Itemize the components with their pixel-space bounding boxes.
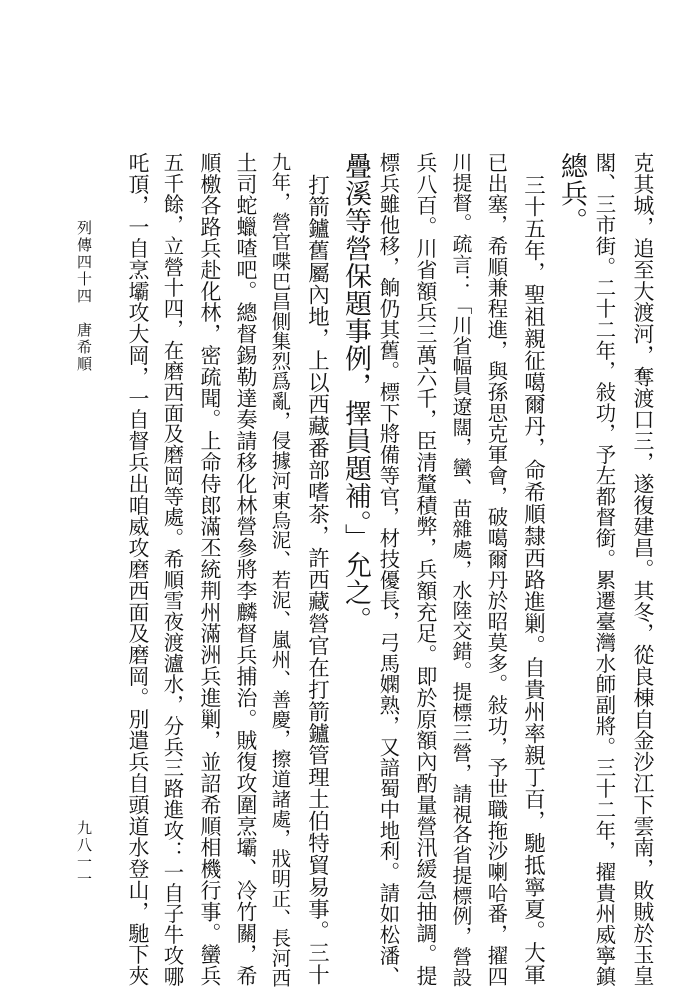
page-number: 九八一一 <box>75 820 93 888</box>
text-column: 疊溪等營保題事例，擇員題補。」允之。 <box>340 152 371 634</box>
text-column: 打箭鑪舊屬內地，上以西藏番部嗜茶，許西藏營官在打箭鑪管理土伯特貿易事。三十 <box>304 152 330 986</box>
text-column: 土司蛇蠟喳吧。總督錫勒達奏請移化林營參將李麟督兵捕治。賊復攻圍烹壩、冷竹關，希 <box>232 152 257 987</box>
text-column: 閣、三市街。二十二年，敍功，予左都督銜。累遷臺灣水師副將。三十二年，擢貴州威寧鎮 <box>592 152 617 987</box>
running-title: 列傳四十四 唐希順 <box>75 220 93 373</box>
text-column: 五千餘，立營十四，在磨西面及磨岡等處。希順雪夜渡瀘水，分兵三路進攻：一自子牛攻哪 <box>160 152 185 987</box>
text-column: 川提督。疏言：「川省幅員遼闊，蠻、苗雜處，水陸交錯。提標三營，請視各省提標例，營設 <box>448 152 472 988</box>
text-column: 已出塞，希順兼程進，與孫思克軍會，破噶爾丹於昭莫多。敍功，予世職拖沙喇哈番，擢四 <box>484 152 509 987</box>
text-column: 順檄各路兵赴化林，密疏聞。上命侍郎滿丕統荆州滿洲兵進剿，並詔希順相機行事。蠻兵 <box>196 152 221 987</box>
text-column: 標兵雖他移，餉仍其舊。標下將備等官，材技優長，弓馬嫻熟，又諳蜀中地利。請如松潘、 <box>376 152 401 987</box>
text-column: 九年，營官喋巴昌側集烈爲亂，侵據河東烏泥、若泥、嵐州、善慶，擦道諸處，戕明正、長河西 <box>268 152 292 988</box>
text-column: 吒頂，一自烹壩攻大岡，一自督兵出咱威攻磨西面及磨岡。別遣兵自頭道水登山，馳下夾 <box>124 152 149 987</box>
text-column: 克其城，追至大渡河，奪渡口三，遂復建昌。其冬，從良棟自金沙江下雲南，敗賊於玉皇 <box>629 152 654 987</box>
text-column: 兵八百。川省額兵三萬六千，臣清釐積弊，兵額充足。即於原額內酌量營汛緩急抽調。提 <box>412 152 437 987</box>
text-column: 三十五年，聖祖親征噶爾丹，命希順隸西路進剿。自貴州率親丁百，馳抵寧夏。大軍 <box>520 152 546 986</box>
text-column: 總兵。 <box>556 152 587 235</box>
